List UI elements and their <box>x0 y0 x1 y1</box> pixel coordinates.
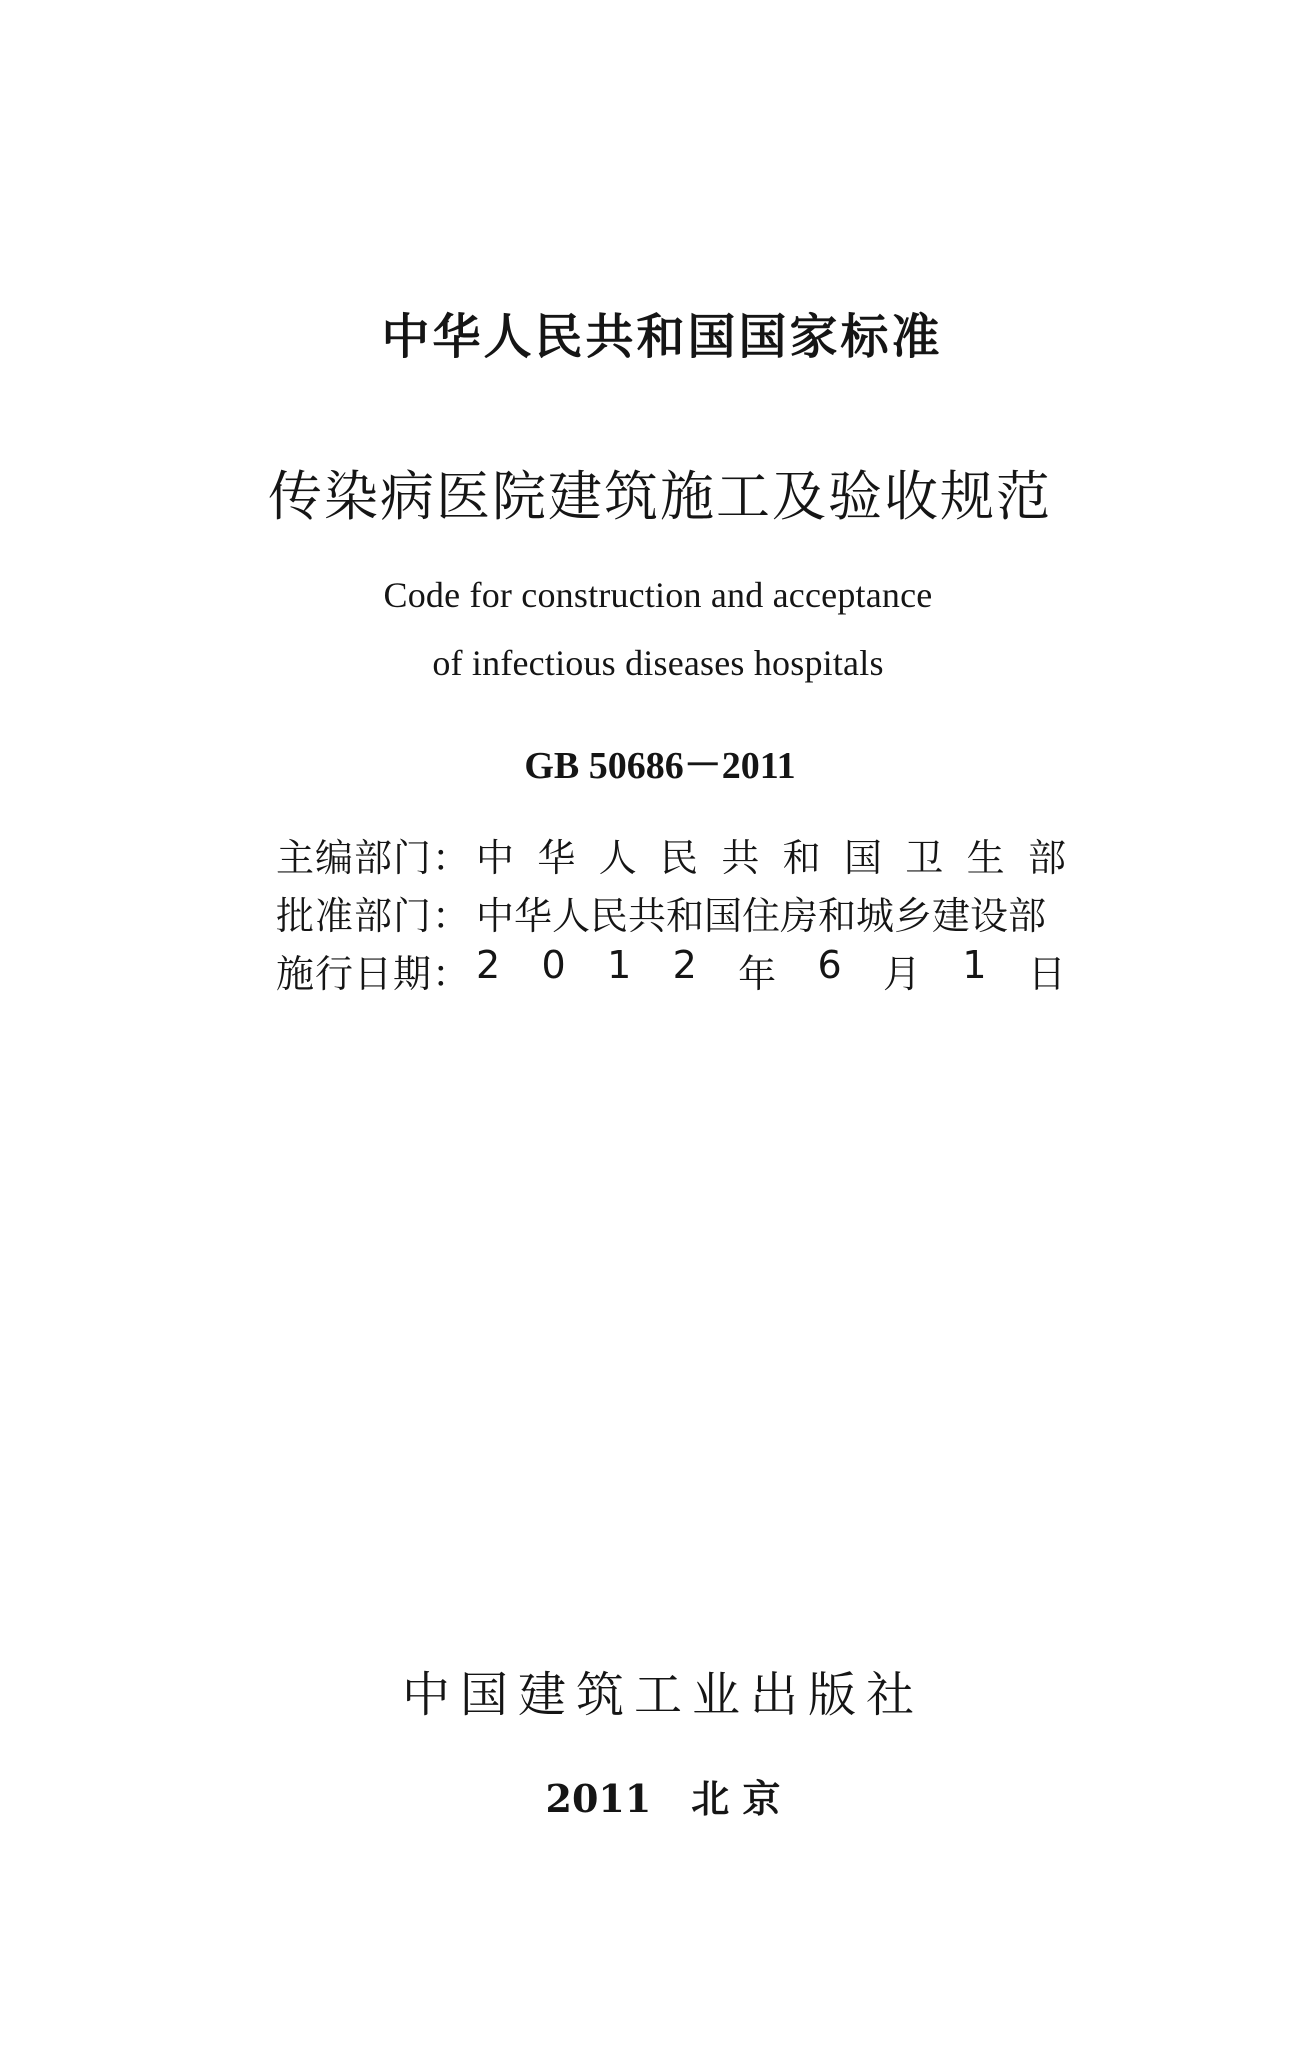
publication-line <box>0 1768 1304 1823</box>
chief-editor-char: 生 <box>966 835 1005 880</box>
effective-date-char: 0 <box>541 942 566 987</box>
publisher-name: 中国建筑工业出版社 <box>401 1667 924 1723</box>
standard-code: GB 50686－2011 <box>524 745 796 787</box>
effective-date-char: 1 <box>962 942 987 987</box>
chief-editor-value <box>476 827 1066 882</box>
chief-editor-char: 华 <box>537 835 576 880</box>
chief-editor-char: 卫 <box>905 835 944 880</box>
standard-info-block <box>276 826 1066 1002</box>
chief-editor-row <box>276 826 1066 882</box>
effective-date-char: 2 <box>672 942 697 987</box>
approval-label: 批准部门： <box>276 893 472 938</box>
chief-editor-char: 人 <box>598 835 637 880</box>
chief-editor-char: 民 <box>659 835 698 880</box>
effective-date-label: 施行日期： <box>276 951 472 996</box>
effective-date-value <box>476 943 1066 998</box>
effective-date-char: 月 <box>883 951 922 996</box>
standard-title-english-line2: of infectious diseases hospitals <box>432 643 884 683</box>
effective-date-char: 6 <box>817 942 842 987</box>
chief-editor-char: 和 <box>782 835 821 880</box>
standard-title-english-line1: Code for construction and acceptance <box>383 575 933 615</box>
chief-editor-char: 国 <box>843 835 882 880</box>
standard-title-chinese: 传染病医院建筑施工及验收规范 <box>268 465 1052 528</box>
effective-date-char: 日 <box>1027 951 1066 996</box>
approval-row <box>276 884 1066 940</box>
chief-editor-char: 部 <box>1027 835 1066 880</box>
chief-editor-label: 主编部门： <box>276 835 472 880</box>
publication-year: 2011 <box>545 1776 652 1821</box>
effective-date-row <box>276 942 1066 998</box>
chief-editor-char: 中 <box>476 835 515 880</box>
national-standard-heading: 中华人民共和国国家标准 <box>381 309 943 365</box>
effective-date-char: 年 <box>738 951 777 996</box>
effective-date-char: 2 <box>476 942 501 987</box>
publication-city: 北 京 <box>691 1776 781 1821</box>
approval-value: 中华人民共和国住房和城乡建设部 <box>476 893 1047 938</box>
chief-editor-char: 共 <box>721 835 760 880</box>
effective-date-char: 1 <box>607 942 632 987</box>
